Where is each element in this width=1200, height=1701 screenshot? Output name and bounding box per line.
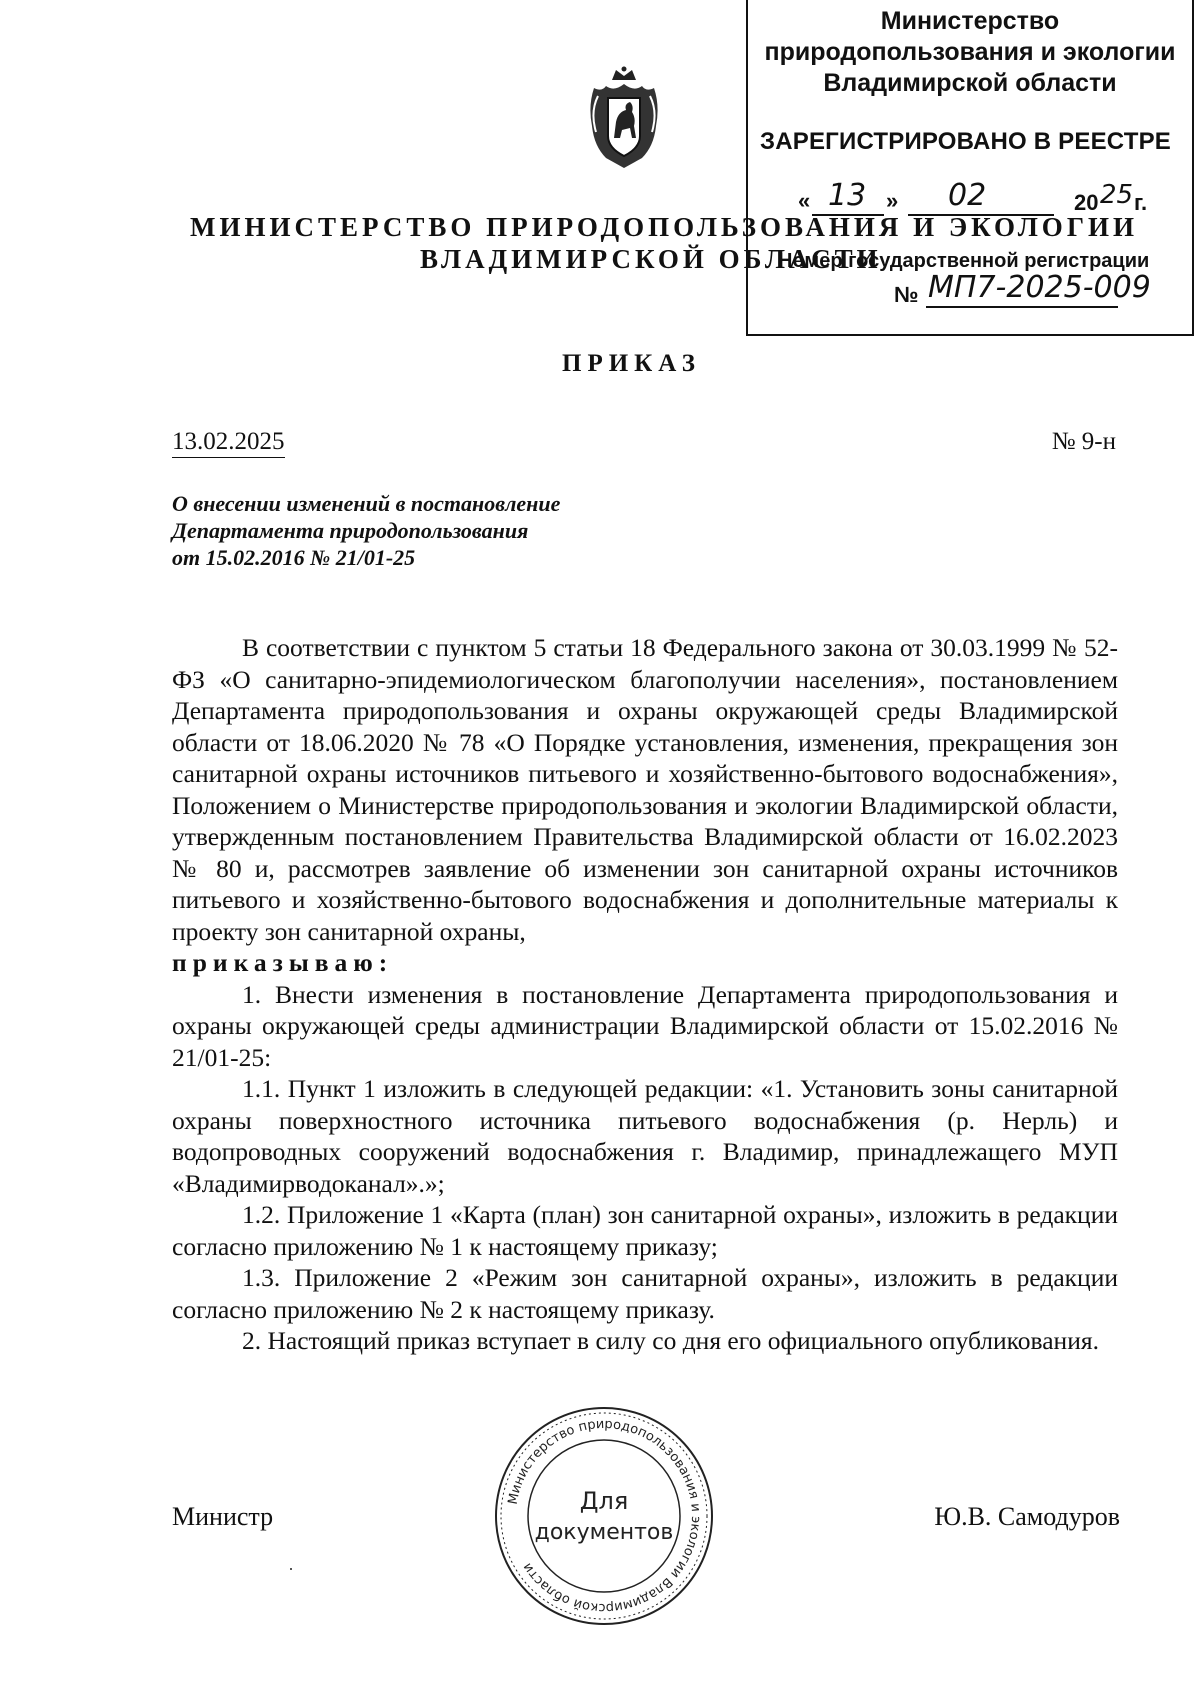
seal-ring-text: Министерство природопользования и экологии Владимирской области xyxy=(505,1416,704,1616)
ministry-title-line2: ВЛАДИМИРСКОЙ ОБЛАСТИ xyxy=(420,244,882,274)
ministry-title-line1: МИНИСТЕРСТВО ПРИРОДОПОЛЬЗОВАНИЯ И ЭКОЛОГИИ xyxy=(190,212,1138,242)
stamp-number-label: Номер государственной регистрации xyxy=(778,250,1150,272)
stamp-organization: Министерство природопользования и экологии Владимирской области xyxy=(764,7,1176,97)
seal-center-line1: Для xyxy=(579,1487,629,1515)
seal-center-line2: документов xyxy=(534,1520,674,1545)
stamp-date: « 13 » 02 20 25 г. xyxy=(798,178,1148,215)
order-date: 13.02.2025 xyxy=(172,428,285,458)
speck xyxy=(290,1568,292,1570)
stamp-day: 13 xyxy=(828,178,867,213)
item-1-1: 1.1. Пункт 1 изложить в следующей редакции: «1. Установить зоны санитарной охраны поверхностного источника питьевого водоснабжения (р. Нерль) и водопроводных сооружений водоснабжения г. Владимир, принадлежащего МУП «Владимирводоканал».»; xyxy=(172,1074,1118,1198)
coat-of-arms-emblem xyxy=(584,66,664,172)
preamble-paragraph: В соответствии с пунктом 5 статьи 18 Федерального закона от 30.03.1999 № 52-ФЗ «О санитарно-эпидемиологическом благополучии населения», постановлением Департамента природопользования и охраны окружающей среды Владимирской области от 18.06.2020 № 78 «О Порядке установления, изменения, прекращения зон санитарной охраны источников питьевого и хозяйственно-бытового водоснабжения», Положением о Министерстве природопользования и экологии Владимирской области, утвержденным постановлением Правительства Владимирской области от 16.02.2023 № 80 и, рассмотрев заявление об изменении зон санитарной охраны источников питьевого и хозяйственно-бытового водоснабжения и дополнительные материалы к проекту зон санитарной охраны, xyxy=(172,633,1118,946)
item-1-2: 1.2. Приложение 1 «Карта (план) зон санитарной охраны», изложить в редакции согласно приложению № 1 к настоящему приказу; xyxy=(172,1200,1118,1261)
registration-stamp: Министерство природопользования и экологии Владимирской области ЗАРЕГИСТРИРОВАНО В РЕЕСТРЕ « 13 » 02 20 25 г. Номер государственной регистрации № МП7-2025-009 xyxy=(746,0,1194,336)
signer-name: Ю.В. Самодуров xyxy=(934,1502,1120,1531)
stamp-number-handwritten: МП7-2025-009 xyxy=(928,270,1151,305)
order-number: № 9-н xyxy=(1051,428,1116,455)
item-2: 2. Настоящий приказ вступает в силу со дня его официального опубликования. xyxy=(242,1326,1099,1355)
order-word-prikazyvayu: приказываю: xyxy=(172,948,394,977)
signer-title: Министр xyxy=(172,1502,274,1531)
stamp-status: ЗАРЕГИСТРИРОВАНО В РЕЕСТРЕ xyxy=(760,128,1172,155)
stamp-month: 02 xyxy=(948,178,987,213)
order-subject: О внесении изменений в постановление Департамента природопользования от 15.02.2016 № 21/01-25 xyxy=(172,491,561,570)
document-type: ПРИКАЗ xyxy=(562,350,701,377)
item-1-3: 1.3. Приложение 2 «Режим зон санитарной охраны», изложить в редакции согласно приложению № 2 к настоящему приказу. xyxy=(172,1263,1118,1324)
round-seal-stamp xyxy=(493,1405,715,1627)
stamp-year: 25 xyxy=(1100,180,1134,210)
order-body xyxy=(172,632,1118,1357)
item-1: 1. Внести изменения в постановление Департамента природопользования и охраны окружающей среды администрации Владимирской области от 15.02.2016 № 21/01-25: xyxy=(172,979,1118,1072)
